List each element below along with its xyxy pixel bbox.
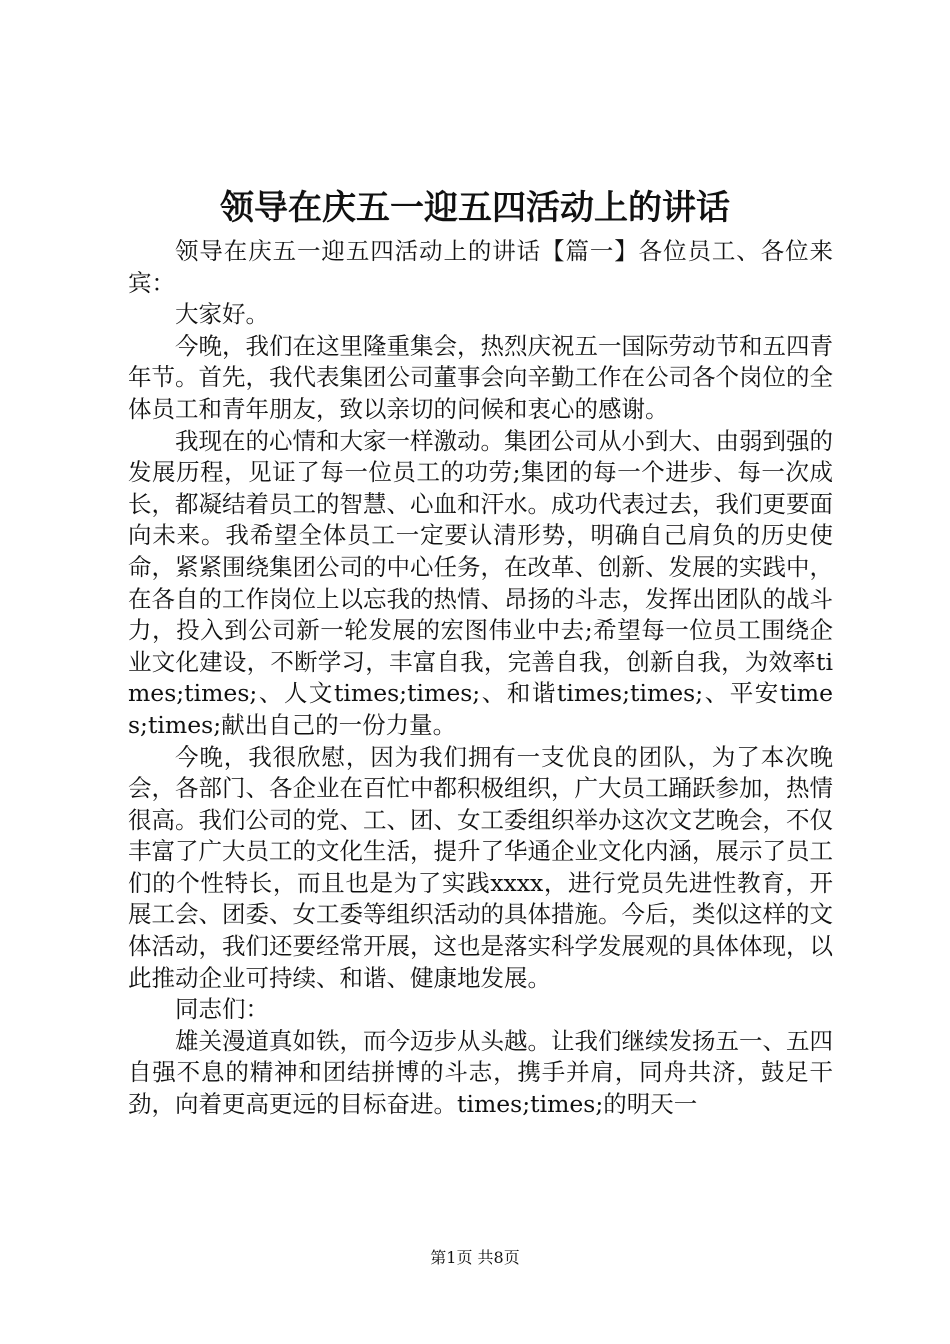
page-number-footer: 第1页 共8页 (430, 1248, 520, 1267)
paragraph-closing: 雄关漫道真如铁，而今迈步从头越。让我们继续发扬五一、五四自强不息的精神和团结拼博的斗志，携手并肩，同舟共济，鼓足干劲，向着更高更远的目标奋进。times;times;的明天一 (128, 1026, 833, 1119)
paragraph-team: 今晚，我很欣慰，因为我们拥有一支优良的团队，为了本次晚会，各部门、各企业在百忙中都积极组织，广大员工踊跃参加，热情很高。我们公司的党、工、团、女工委组织举办这次文艺晚会，不仅丰富了广大员工的文化生活，提升了华通企业文化内涵，展示了员工们的个性特长，而且也是为了实践xxxx，进行党员先进性教育，开展工会、团委、女工委等组织活动的具体措施。今后，类似这样的文体活动，我们还要经常开展，这也是落实科学发展观的具体体现，以此推动企业可持续、和谐、健康地发展。 (128, 742, 833, 992)
document-body (128, 236, 833, 1121)
paragraph-intro: 领导在庆五一迎五四活动上的讲话【篇一】各位员工、各位来宾： (128, 237, 833, 297)
document-title: 领导在庆五一迎五四活动上的讲话 (220, 188, 730, 228)
paragraph-celebration: 今晚，我们在这里隆重集会，热烈庆祝五一国际劳动节和五四青年节。首先，我代表集团公司董事会向辛勤工作在公司各个岗位的全体员工和青年朋友，致以亲切的问候和衷心的感谢。 (128, 331, 833, 423)
paragraph-greeting: 大家好。 (175, 300, 269, 329)
paragraph-comrades: 同志们： (175, 995, 269, 1024)
paragraph-development: 我现在的心情和大家一样激动。集团公司从小到大、由弱到强的发展历程，见证了每一位员工的功劳;集团的每一个进步、每一次成长，都凝结着员工的智慧、心血和汗水。成功代表过去，我们更要面向未来。我希望全体员工一定要认清形势，明确自己肩负的历史使命，紧紧围绕集团公司的中心任务，在改革、创新、发展的实践中，在各自的工作岗位上以忘我的热情、昂扬的斗志，发挥出团队的战斗力，投入到公司新一轮发展的宏图伟业中去;希望每一位员工围绕企业文化建设，不断学习，丰富自我，完善自我，创新自我，为效率times;times;、人文times;times;、和谐times;times;、平安times;times;献出自己的一份力量。 (128, 426, 833, 739)
